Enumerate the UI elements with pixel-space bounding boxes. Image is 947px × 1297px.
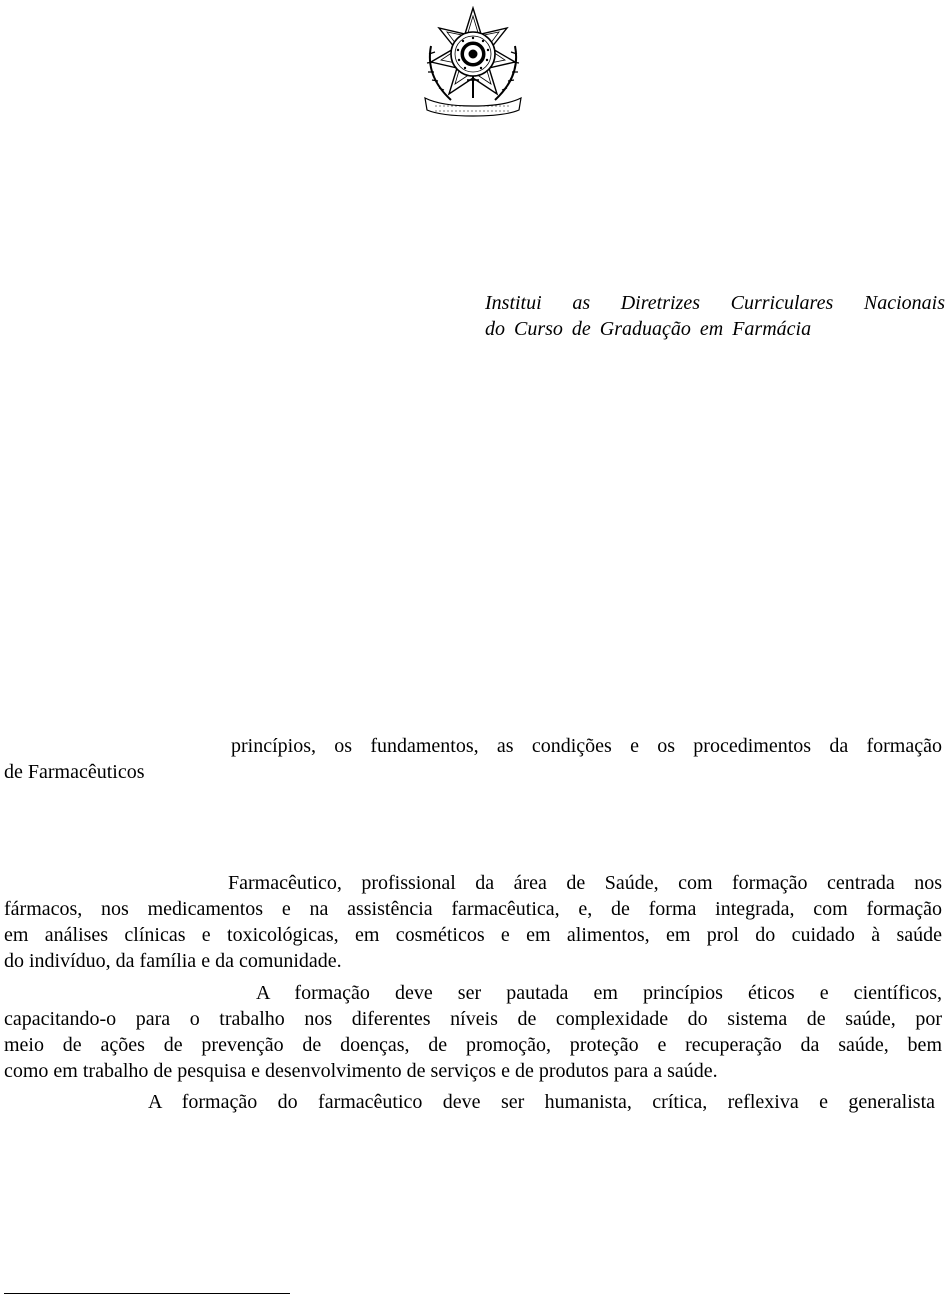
paragraph-line: A formação do farmacêutico deve ser humanista, crítica, reflexiva e generalista [148,1091,935,1113]
paragraph-line: como em trabalho de pesquisa e desenvolvimento de serviços e de produtos para a saúde. [4,1060,718,1082]
paragraph-line: em análises clínicas e toxicológicas, em cosméticos e em alimentos, em prol do cuidado à saúde [4,924,942,946]
document-subject [485,290,945,342]
paragraph-line: A formação deve ser pautada em princípios éticos e científicos, [256,982,942,1004]
subject-line: do Curso de Graduação em Farmácia [485,318,812,340]
paragraph-line: capacitando-o para o trabalho nos diferentes níveis de complexidade do sistema de saúde, por [4,1008,942,1030]
paragraph-line: princípios, os fundamentos, as condições e os procedimentos da formação [231,735,942,757]
footnote-separator [4,1293,290,1294]
brazil-coat-of-arms-icon [421,6,525,118]
paragraph-line: do indivíduo, da família e da comunidade. [4,950,342,972]
subject-line: Institui as Diretrizes Curriculares Nacionais [485,292,945,314]
paragraph-line: meio de ações de prevenção de doenças, de promoção, proteção e recuperação da saúde, bem [4,1034,942,1056]
paragraph-line: de Farmacêuticos [4,761,145,783]
paragraph-line: Farmacêutico, profissional da área de Saúde, com formação centrada nos [228,872,942,894]
paragraph-line: fármacos, nos medicamentos e na assistência farmacêutica, e, de forma integrada, com formação [4,898,942,920]
